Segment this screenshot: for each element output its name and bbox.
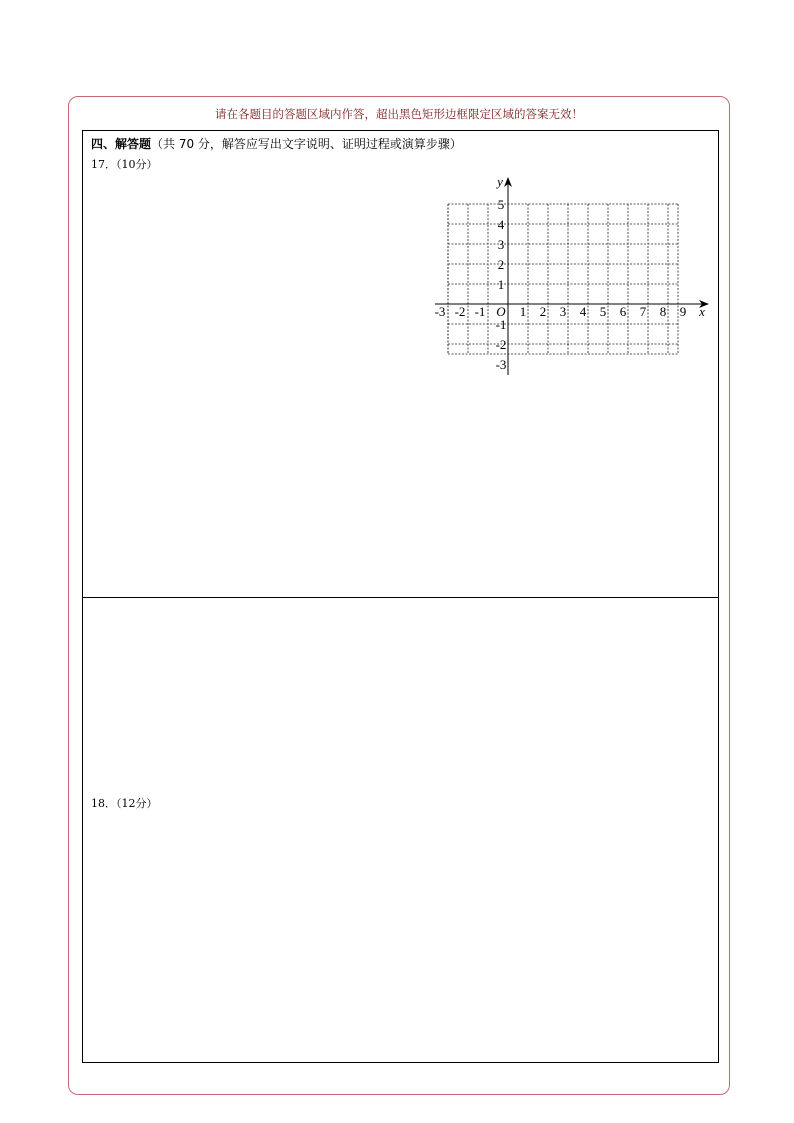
origin-label: O [496, 304, 506, 319]
y-tick-label: -3 [495, 357, 507, 372]
x-tick-label: 8 [659, 304, 667, 319]
question-18-label: 18．（12分） [91, 797, 158, 810]
y-tick-label: 3 [497, 237, 505, 252]
axis-labels [435, 174, 706, 372]
section-heading: 四、解答题 [91, 137, 152, 151]
question-17-label: 17．（10分） [91, 158, 158, 171]
x-tick-label: 1 [519, 304, 527, 319]
answer-divider [82, 597, 719, 598]
y-tick-label: 2 [497, 257, 505, 272]
x-tick-label: 7 [639, 304, 647, 319]
x-tick-label: -3 [434, 304, 446, 319]
x-tick-label: 5 [599, 304, 607, 319]
x-tick-label: -1 [474, 304, 486, 319]
y-tick-label: -1 [495, 317, 507, 332]
x-tick-label: 3 [559, 304, 567, 319]
x-axis-label: x [699, 304, 705, 319]
x-tick-label: 9 [679, 304, 687, 319]
y-tick-label: -2 [495, 337, 507, 352]
section-note: （共 70 分，解答应写出文字说明、证明过程或演算步骤） [151, 137, 462, 151]
y-tick-label: 5 [497, 197, 505, 212]
grid-lines [448, 204, 678, 354]
x-tick-label: 6 [619, 304, 627, 319]
warning-top: 请在各题目的答题区域内作答，超出黑色矩形边框限定区域的答案无效！ [215, 107, 583, 121]
x-tick-label: 4 [579, 304, 587, 319]
y-axis-label: y [497, 174, 503, 189]
section-title [91, 135, 462, 152]
y-tick-label: 4 [497, 217, 505, 232]
y-tick-label: 1 [497, 277, 505, 292]
coordinate-grid [430, 172, 720, 382]
x-tick-label: 2 [539, 304, 547, 319]
x-tick-label: -2 [454, 304, 466, 319]
